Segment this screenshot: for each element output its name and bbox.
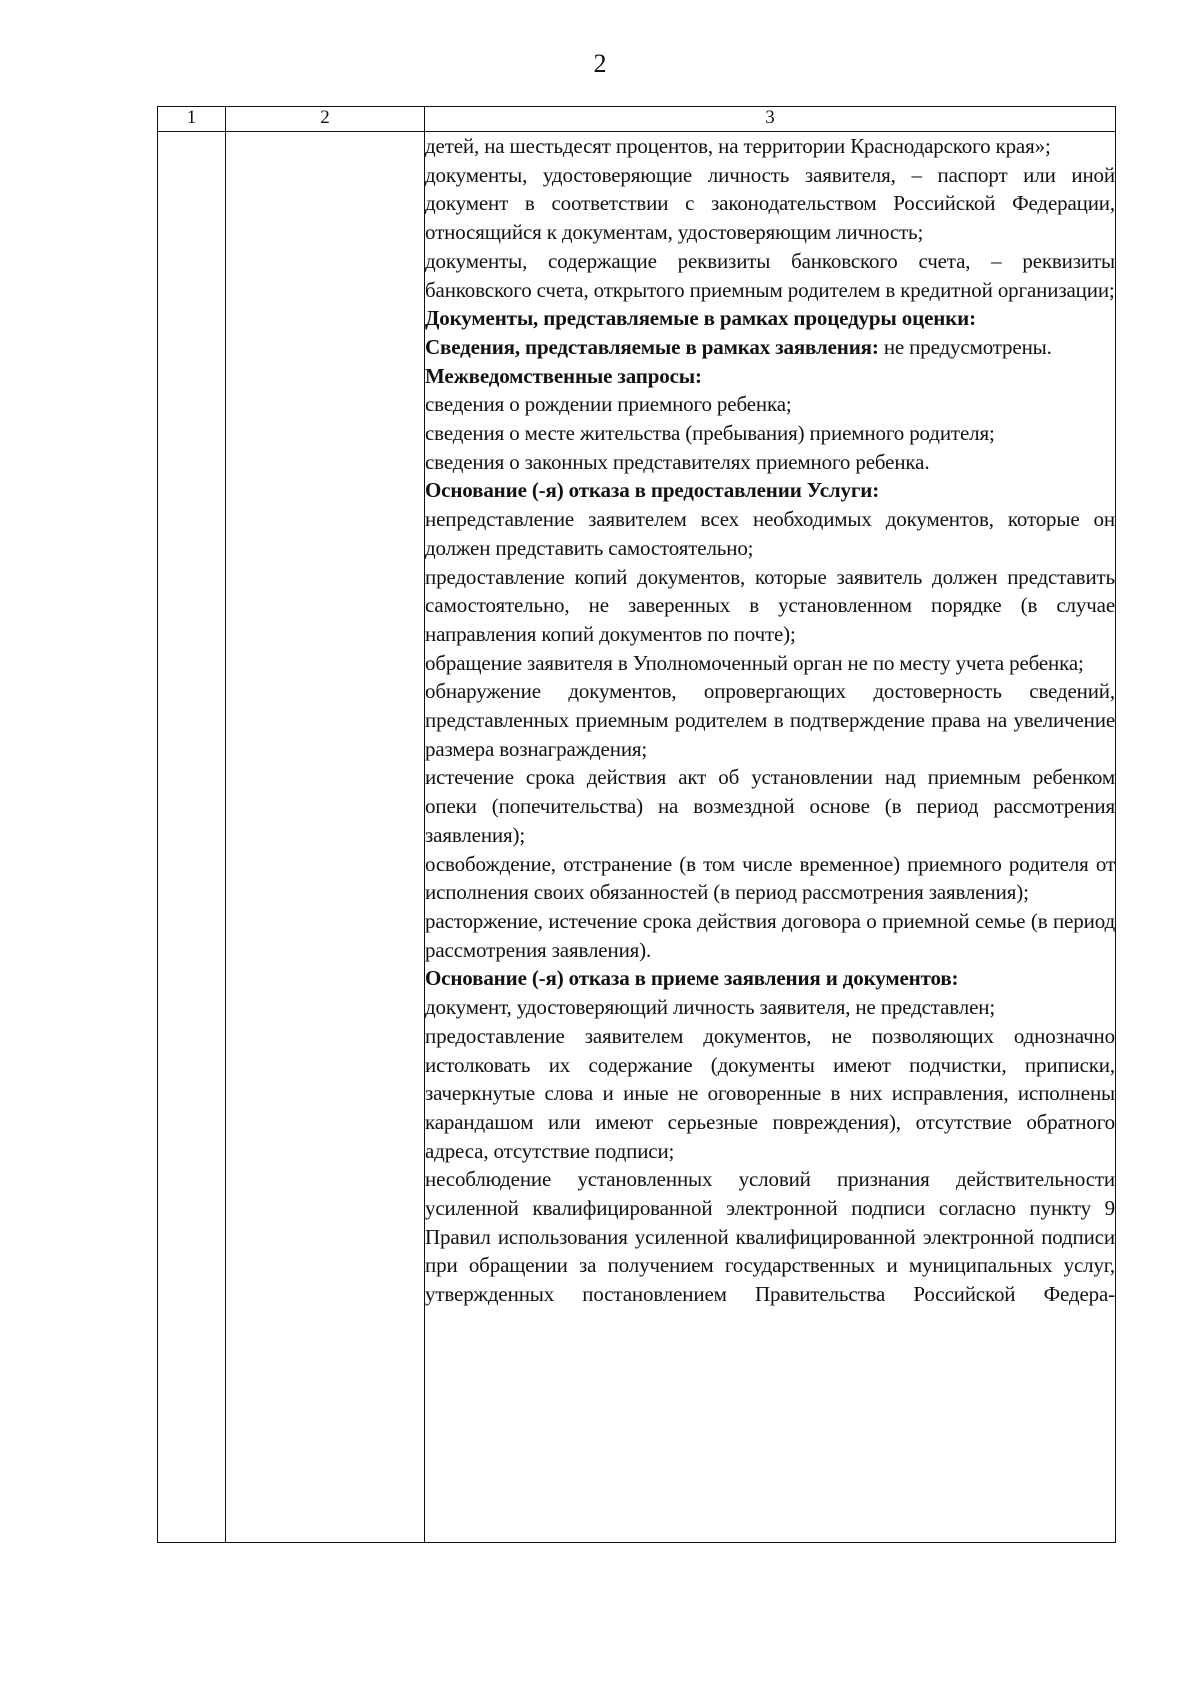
column-header-1: 1 <box>158 107 226 132</box>
section-heading <box>425 333 1115 362</box>
paragraph <box>425 247 1115 304</box>
paragraph-text: сведения о законных представителях приемного ребенка. <box>425 449 930 474</box>
paragraph <box>425 132 1115 161</box>
paragraph-text: предоставление копий документов, которые заявитель должен представить самостоятельно, не заверенных в установленном порядке (в случае направления копий документов по почте); <box>425 564 1115 646</box>
heading-text: Основание (-я) отказа в приеме заявления и документов: <box>425 966 959 991</box>
paragraph <box>425 763 1115 849</box>
paragraph-text: освобождение, отстранение (в том числе временное) приемного родителя от исполнения своих обязанностей (в период рассмотрения заявления); <box>425 851 1115 905</box>
heading-text: Основание (-я) отказа в предоставлении Услуги: <box>425 478 880 503</box>
paragraph-text: непредставление заявителем всех необходимых документов, которые он должен представить самостоятельно; <box>425 507 1115 560</box>
paragraph <box>425 505 1115 562</box>
table-header-row <box>158 107 1116 132</box>
paragraph-text: обращение заявителя в Уполномоченный орган не по месту учета ребенка; <box>425 650 1084 675</box>
paragraph <box>425 161 1115 247</box>
column-header-2: 2 <box>226 107 425 132</box>
column-1-cell <box>158 132 226 1543</box>
paragraph <box>425 390 1115 419</box>
paragraph-text: не предусмотрены. <box>878 334 1052 359</box>
paragraph <box>425 907 1115 964</box>
heading-text: Документы, представляемые в рамках процедуры оценки: <box>425 306 976 331</box>
paragraph-text: несоблюдение установленных условий признания действительности усиленной квалифицированной электронной подписи согласно пункту 9 Правил использования усиленной квалифицированной электронной подписи при обращении за получением государственных и муниципальных услуг, утвержденных постановлением Правительства Российской Федера- <box>425 1167 1115 1307</box>
paragraph <box>425 1165 1115 1309</box>
paragraph <box>425 419 1115 448</box>
paragraph-text: детей, на шестьдесят процентов, на территории Краснодарского края»; <box>425 134 1051 158</box>
paragraph-text: сведения о рождении приемного ребенка; <box>425 392 792 417</box>
paragraph-text: расторжение, истечение срока действия договора о приемной семье (в период рассмотрения заявления). <box>425 908 1115 962</box>
paragraph <box>425 677 1115 763</box>
paragraph <box>425 649 1115 678</box>
paragraph-text: сведения о месте жительства (пребывания) приемного родителя; <box>425 421 995 446</box>
section-heading <box>425 964 1115 993</box>
section-heading <box>425 476 1115 505</box>
paragraph <box>425 448 1115 477</box>
paragraph <box>425 563 1115 649</box>
section-heading <box>425 304 1115 333</box>
paragraph-text: документ, удостоверяющий личность заявителя, не представлен; <box>425 995 996 1020</box>
table-row <box>158 132 1116 1543</box>
paragraph-text: документы, удостоверяющие личность заявителя, – паспорт или иной документ в соответствии с законодательством Российской Федерации, относящийся к документам, удостоверяющим личность; <box>425 162 1115 245</box>
heading-text: Сведения, представляемые в рамках заявления: <box>425 334 879 359</box>
heading-text: Межведомственные запросы: <box>425 363 702 388</box>
section-heading <box>425 362 1115 391</box>
paragraph-text: документы, содержащие реквизиты банковского счета, – реквизиты банковского счета, открытого приемным родителем в кредитной организации; <box>425 248 1115 302</box>
page-number: 2 <box>593 49 607 78</box>
paragraph <box>425 850 1115 907</box>
column-2-cell <box>226 132 425 1543</box>
paragraph <box>425 1022 1115 1166</box>
paragraph-text: истечение срока действия акт об установлении над приемным ребенком опеки (попечительства) на возмездной основе (в период рассмотрения заявления); <box>425 765 1115 847</box>
paragraph <box>425 993 1115 1022</box>
column-header-3: 3 <box>425 107 1116 132</box>
document-table <box>157 106 1116 1543</box>
paragraph-text: предоставление заявителем документов, не позволяющих однозначно истолковать их содержание (документы имеют подчистки, приписки, зачеркнутые слова и иные не оговоренные в них исправления, исполнены карандашом или имеют серьезные повреждения), отсутствие обратного адреса, отсутствие подписи; <box>425 1023 1115 1163</box>
content-paragraphs <box>425 132 1115 1309</box>
column-3-cell <box>425 132 1116 1543</box>
paragraph-text: обнаружение документов, опровергающих достоверность сведений, представленных приемным родителем в подтверждение права на увеличение размера вознаграждения; <box>425 679 1115 761</box>
